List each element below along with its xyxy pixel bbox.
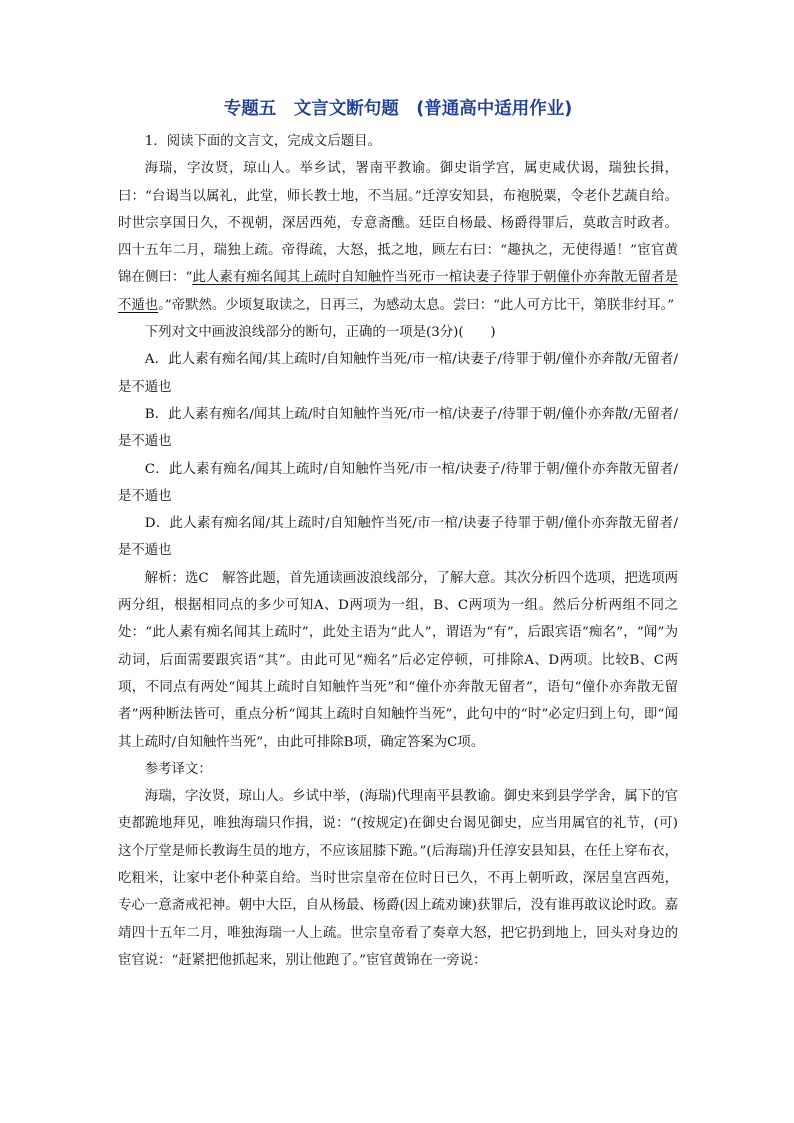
- reference-translation: 海瑞，字汝贤，琼山人。乡试中举，(海瑞)代理南平县教谕。御史来到县学学舍，属下的官吏都跪地拜见，唯独海瑞只作揖，说：“(按规定)在御史台谒见御史，应当用属官的礼节，(可)这个厅堂是师长教诲生员的地方，不应该屈膝下跪。”(后海瑞)升任淳安县知县，在任上穿布衣，吃粗米，让家中老仆种菜自给。当时世宗皇帝在位时日已久，不再上朝听政，深居皇宫西苑，专心一意斋戒祀神。朝中大臣，自从杨最、杨爵(因上疏劝谏)获罪后，没有谁再敢议论时政。嘉靖四十五年二月，唯独海瑞一人上疏。世宗皇帝看了奏章大怒，把它扔到地上，回头对身边的宦官说：“赶紧把他抓起来，别让他跑了。”宦官黄锦在一旁说：: [118, 789, 678, 968]
- reference-translation-label: 参考译文：: [144, 761, 212, 777]
- page-title: 专题五 文言文断句题 (普通高中适用作业): [223, 99, 573, 119]
- option-c: C．此人素有痴名/闻其上疏时/自知触忤当死/市一棺/诀妻子/待罪于朝/僮仆亦奔散无留者/是不遁也: [118, 461, 678, 504]
- document-page: [118, 96, 678, 974]
- wavy-underlined-passage: 此人素有痴名闻其上疏时自知触忤当死市一棺诀妻子待罪于朝僮仆亦奔散无留者是不遁也: [118, 270, 678, 313]
- option-b: B．此人素有痴名/闻其上疏/时自知触忤当死/市一棺/诀妻子/待罪于朝/僮仆亦奔散/无留者/是不遁也: [118, 406, 678, 450]
- analysis-paragraph: 解析：选C 解答此题，首先通读画波浪线部分，了解大意。其次分析四个选项，把选项两两分组，根据相同点的多少可知A、D两项为一组，B、C两项为一组。然后分析两组不同之处：“此人素有痴名闻其上疏时”，此处主语为“此人”，谓语为“有”，后跟宾语“痴名”，“闻”为动词，后面需要跟宾语“其”。由此可见“痴名”后必定停顿，可排除A、D两项。比较B、C两项，不同点有两处“闻其上疏时自知触忤当死”和“僮仆亦奔散无留者”，语句“僮仆亦奔散无留者”两种断法皆可，重点分析“闻其上疏时自知触忤当死”，此句中的“时”必定归到上句，即“闻其上疏时/自知触忤当死”，由此可排除B项，确定答案为C项。: [118, 570, 678, 750]
- option-a: A．此人素有痴名闻/其上疏时/自知触忤当死/市一棺/诀妻子/待罪于朝/僮仆亦奔散/无留者/是不遁也: [118, 352, 678, 395]
- passage-paragraph: [118, 155, 678, 319]
- passage-text-before: 海瑞，字汝贤，琼山人。举乡试，署南平教谕。御史诣学宫，属吏咸伏谒，瑞独长揖，曰：“台谒当以属礼，此堂，师长教士地，不当屈。”迁淳安知县，布袍脱粟，令老仆艺蔬自给。时世宗享国日久，不视朝，深居西苑，专意斋醮。廷臣自杨最、杨爵得罪后，莫敢言时政者。四十五年二月，瑞独上疏。帝得疏，大怒，抵之地，顾左右曰：“趣执之，无使得遁！”宦官黄锦在侧曰：“: [118, 161, 678, 286]
- question-stem: 下列对文中画波浪线部分的断句，正确的一项是(3分)( ): [144, 325, 496, 341]
- passage-text-after: 。”帝默然。少顷复取读之，日再三，为感动太息。尝曰：“此人可方比干，第朕非纣耳。”: [158, 297, 675, 313]
- question-intro: 1．阅读下面的文言文，完成文后题目。: [144, 134, 381, 149]
- option-d: D．此人素有痴名闻/其上疏时/自知触忤当死/市一棺/诀妻子待罪于朝/僮仆亦奔散无留者/是不遁也: [118, 516, 678, 559]
